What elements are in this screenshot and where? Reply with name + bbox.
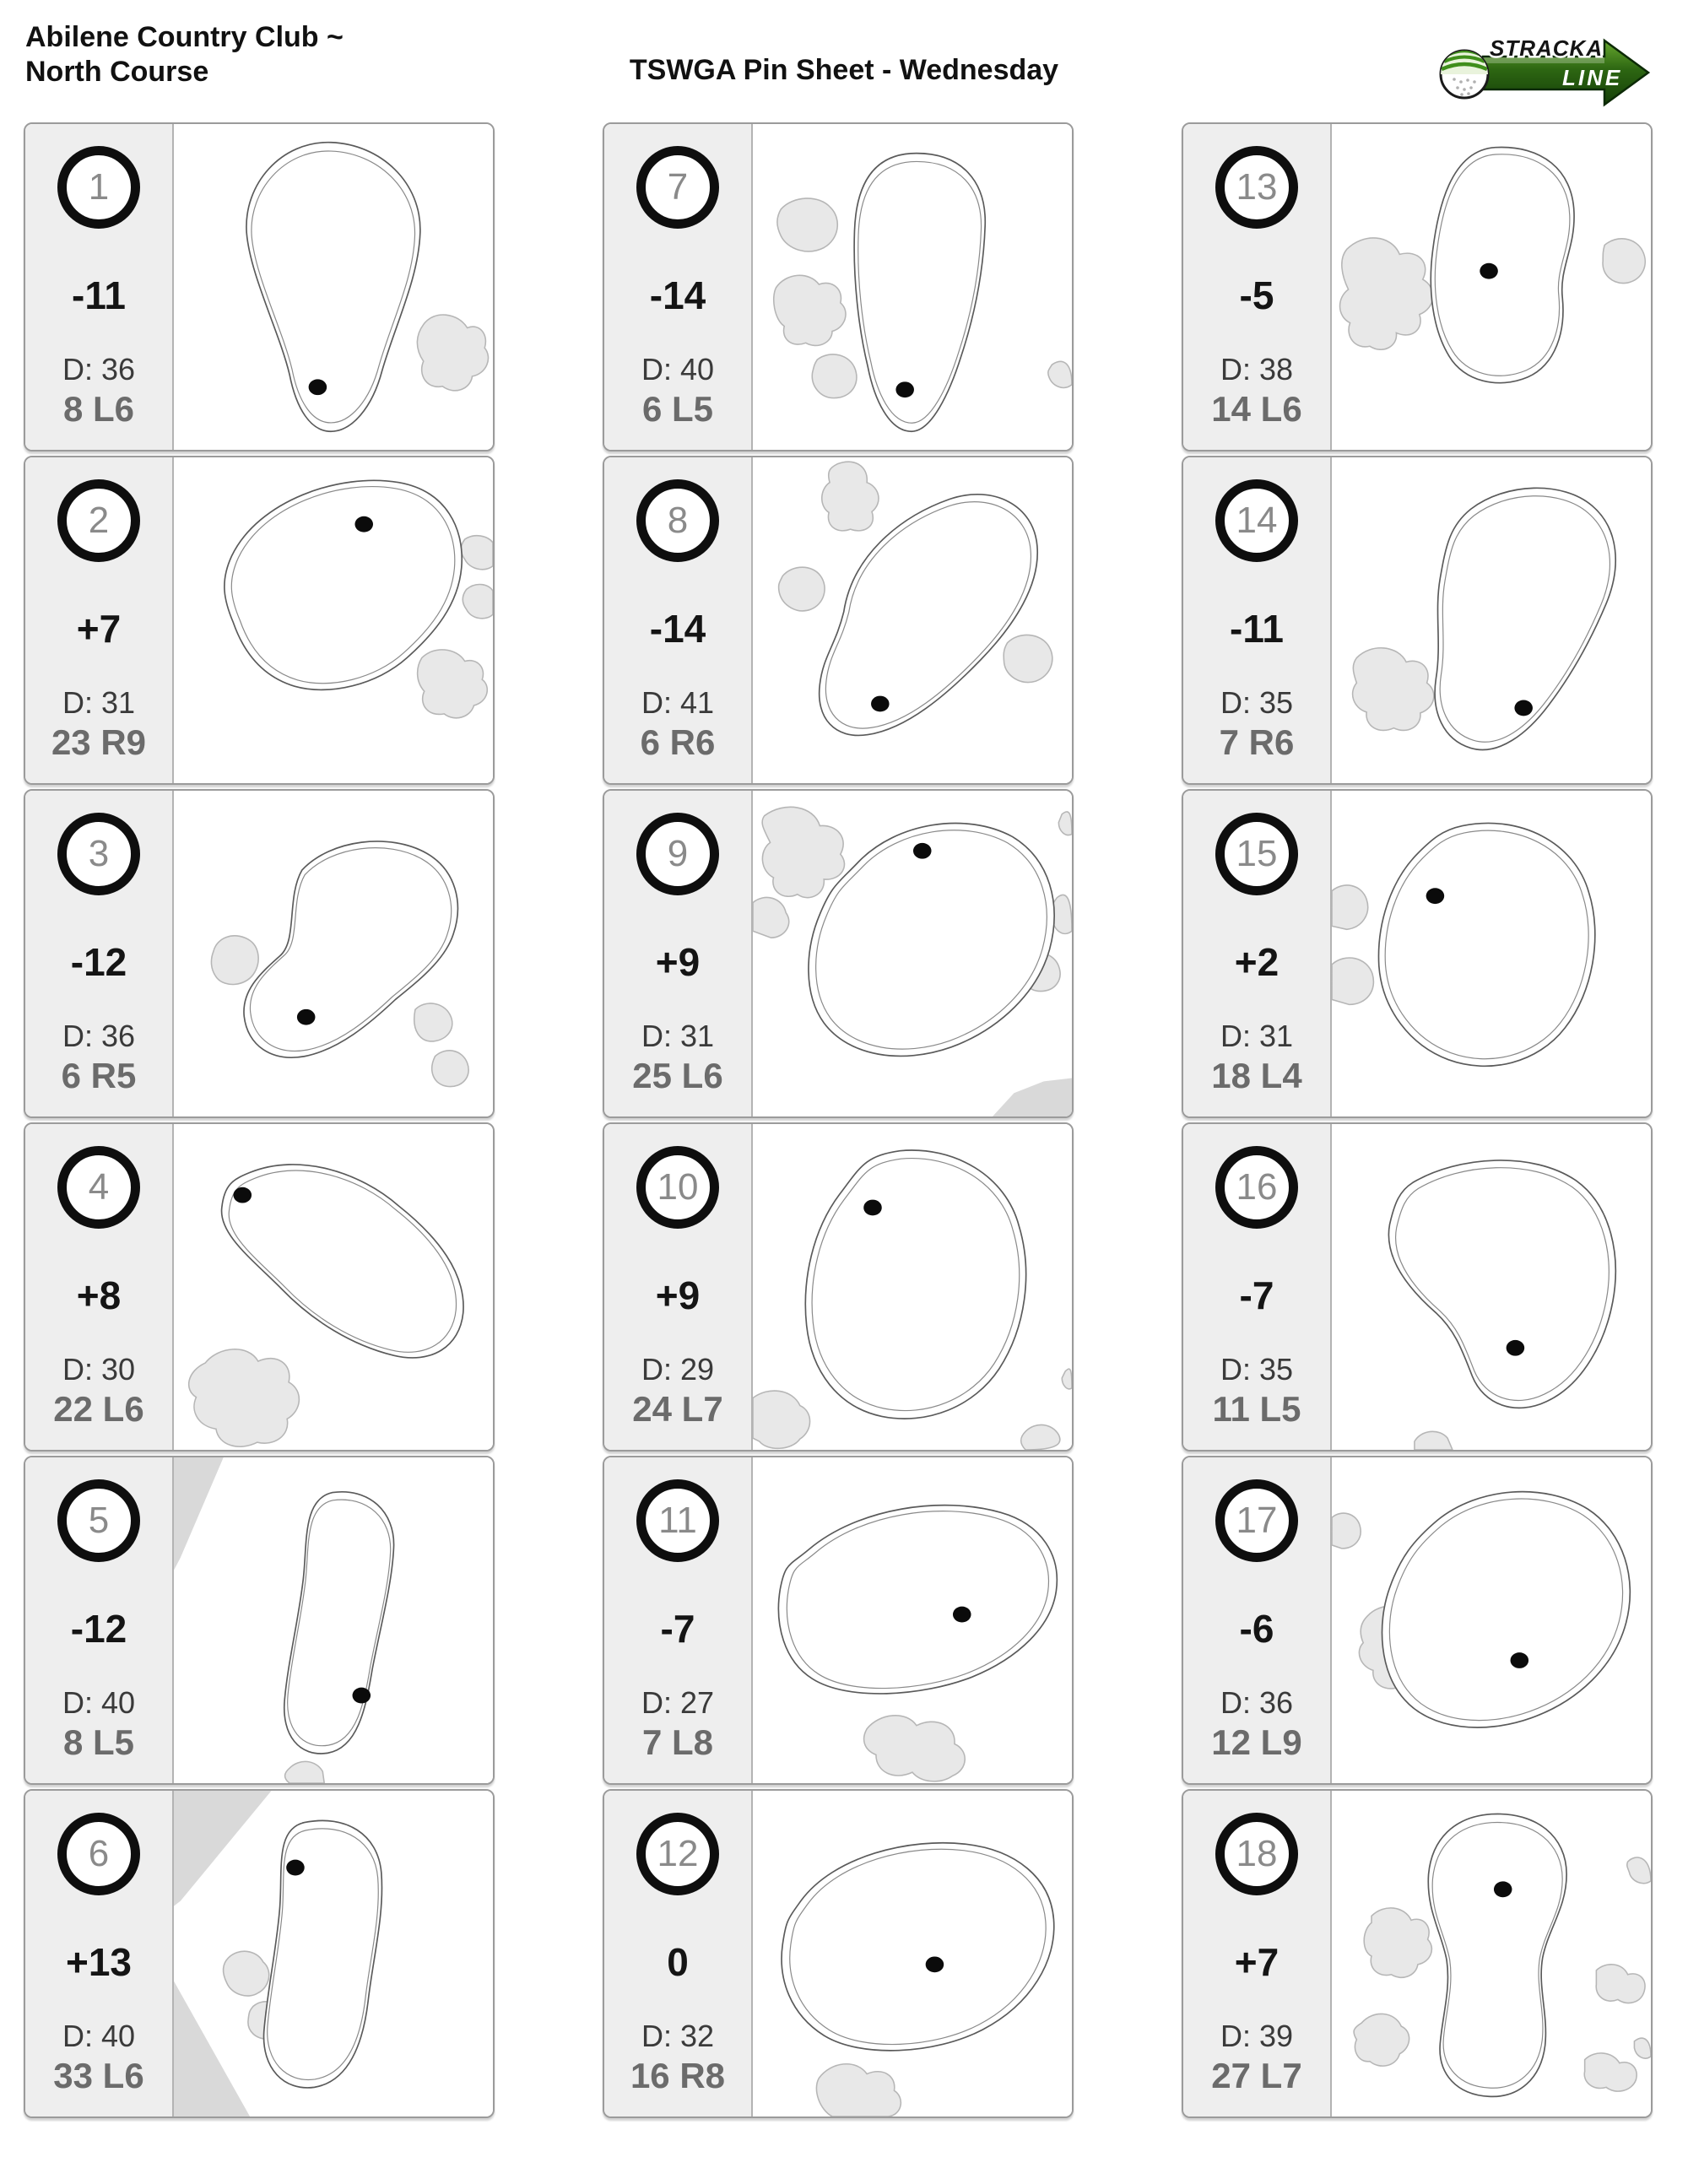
logo-text-stracka: STRACKA [1490, 35, 1604, 61]
green-map-svg [753, 791, 1072, 1116]
green-map [174, 124, 493, 450]
pin-dot [309, 379, 327, 395]
green-map-svg [753, 1791, 1072, 2116]
green-outline [246, 143, 420, 432]
bunker [1340, 238, 1433, 349]
hole-card-10 [603, 1122, 1074, 1451]
green-map-svg [174, 457, 493, 783]
hole-number: 16 [1236, 1166, 1278, 1208]
green-depth: D: 35 [1220, 685, 1294, 720]
green-outline [778, 1506, 1057, 1694]
pin-position: 24 L7 [632, 1389, 723, 1429]
hole-info-panel [1183, 791, 1332, 1116]
hole-number-badge [57, 1479, 140, 1562]
hole-number-badge [1215, 146, 1298, 229]
elevation-value: +7 [76, 607, 122, 651]
bunker [1364, 1908, 1431, 1977]
green-map [753, 457, 1072, 783]
hole-number: 8 [667, 500, 689, 541]
green-map [753, 791, 1072, 1116]
elevation-value: +9 [655, 940, 701, 984]
hole-number: 10 [657, 1166, 699, 1208]
hole-info-panel [25, 457, 174, 783]
green-outline [1388, 1160, 1615, 1408]
green-map [753, 124, 1072, 450]
elevation-value: -7 [1239, 1273, 1274, 1317]
hole-number: 12 [657, 1833, 699, 1874]
bunker [414, 1003, 452, 1041]
green-map-svg [174, 1124, 493, 1450]
green-map [174, 1791, 493, 2116]
pin-position: 12 L9 [1211, 1722, 1302, 1762]
hole-number-badge [57, 1813, 140, 1895]
green-depth: D: 40 [62, 2019, 136, 2053]
bunker [864, 1716, 966, 1781]
sheet-title: TSWGA Pin Sheet - Wednesday [629, 54, 1059, 86]
hole-number: 3 [88, 833, 110, 874]
holes-grid [24, 122, 1653, 2118]
bunker [1596, 1965, 1645, 2003]
bunker [753, 897, 789, 938]
golf-ball-icon [1441, 47, 1488, 98]
hole-info-panel [1183, 124, 1332, 450]
green-map-svg [1332, 124, 1651, 450]
green-map-svg [753, 1457, 1072, 1783]
elevation-value: -11 [72, 273, 126, 317]
hole-card-11 [603, 1456, 1074, 1785]
bunker [1062, 1369, 1072, 1389]
elevation-value: -14 [649, 273, 706, 317]
green-map-svg [1332, 791, 1651, 1116]
hole-card-18 [1182, 1789, 1653, 2118]
bunker [816, 2064, 901, 2116]
bunker [223, 1951, 268, 1996]
bunker [432, 1051, 468, 1087]
green-outline [1382, 1492, 1630, 1727]
hole-info-panel [1183, 1457, 1332, 1783]
bunker [1048, 361, 1072, 387]
hole-card-14 [1182, 456, 1653, 785]
hole-card-7 [603, 122, 1074, 451]
elevation-value: +13 [65, 1940, 133, 1984]
bunker [777, 198, 837, 251]
green-map [753, 1124, 1072, 1450]
elevation-value: +8 [76, 1273, 122, 1317]
hole-number-badge [636, 813, 719, 895]
green-map-svg [1332, 1791, 1651, 2116]
hole-card-2 [24, 456, 495, 785]
pin-position: 6 R6 [640, 722, 716, 762]
bunker [418, 650, 488, 718]
bunker [211, 936, 258, 985]
hole-number: 14 [1236, 500, 1278, 541]
green-outline [809, 823, 1054, 1056]
green-depth: D: 36 [1220, 1685, 1294, 1720]
green-map-svg [753, 1124, 1072, 1450]
hole-number: 1 [88, 166, 110, 208]
hole-number-badge [636, 1146, 719, 1229]
green-depth: D: 41 [641, 685, 715, 720]
hole-card-5 [24, 1456, 495, 1785]
hole-card-16 [1182, 1122, 1653, 1451]
hole-number-badge [636, 479, 719, 562]
pin-dot [953, 1607, 971, 1623]
pin-dot [926, 1956, 944, 1972]
green-outline [264, 1820, 382, 2088]
green-outline [854, 154, 985, 432]
hole-number: 13 [1236, 166, 1278, 208]
pin-dot [1507, 1340, 1525, 1356]
hole-number-badge [1215, 813, 1298, 895]
green-depth: D: 29 [641, 1352, 715, 1387]
hole-number-badge [57, 1146, 140, 1229]
green-outline [1431, 148, 1574, 383]
bunker [762, 807, 844, 897]
green-map-svg [174, 1791, 493, 2116]
green-depth: D: 31 [641, 1019, 715, 1053]
hole-card-1 [24, 122, 495, 451]
pin-dot [234, 1187, 252, 1203]
green-map-svg [174, 791, 493, 1116]
green-depth: D: 31 [1220, 1019, 1294, 1053]
hole-info-panel [604, 457, 753, 783]
green-map [174, 1457, 493, 1783]
pin-position: 25 L6 [632, 1056, 723, 1095]
green-map [1332, 791, 1651, 1116]
bunker [1584, 2053, 1637, 2091]
hole-info-panel [604, 1124, 753, 1450]
green-map [1332, 1124, 1651, 1450]
hole-number-badge [636, 1479, 719, 1562]
green-map [1332, 1791, 1651, 2116]
green-map-svg [753, 457, 1072, 783]
pin-position: 6 L5 [641, 389, 714, 429]
bunker [812, 354, 857, 398]
green-outline [805, 1150, 1025, 1419]
pin-dot [913, 843, 932, 859]
bunker [1021, 1424, 1060, 1450]
hole-info-panel [1183, 1124, 1332, 1450]
hole-info-panel [25, 1457, 174, 1783]
pin-dot [871, 696, 890, 712]
hole-number: 11 [658, 1500, 697, 1541]
hole-number-badge [1215, 1813, 1298, 1895]
elevation-value: 0 [667, 1940, 689, 1984]
hole-number: 7 [667, 166, 689, 208]
elevation-value: -12 [70, 1607, 127, 1651]
rough-shadow [174, 1981, 250, 2116]
hole-card-9 [603, 789, 1074, 1118]
bunker [822, 462, 879, 531]
green-outline [1378, 823, 1594, 1066]
pin-dot [354, 516, 373, 532]
hole-card-6 [24, 1789, 495, 2118]
elevation-value: -5 [1239, 273, 1274, 317]
pin-position: 7 L8 [641, 1722, 714, 1762]
hole-number-badge [636, 146, 719, 229]
pin-dot [1494, 1881, 1512, 1897]
elevation-value: -14 [649, 607, 706, 651]
green-map [174, 791, 493, 1116]
rough-shadow [993, 1078, 1072, 1116]
green-outline [284, 1492, 394, 1754]
green-map-svg [1332, 1124, 1651, 1450]
pin-position: 11 L5 [1212, 1389, 1301, 1429]
bunker [779, 567, 825, 611]
hole-card-17 [1182, 1456, 1653, 1785]
elevation-value: -11 [1230, 607, 1284, 651]
hole-info-panel [25, 1124, 174, 1450]
hole-number-badge [1215, 1146, 1298, 1229]
green-map [1332, 124, 1651, 450]
hole-number-badge [57, 479, 140, 562]
pin-position: 18 L4 [1211, 1056, 1302, 1095]
strackaline-logo [1437, 29, 1653, 117]
green-depth: D: 36 [62, 1019, 136, 1053]
green-depth: D: 30 [62, 1352, 136, 1387]
pin-dot [1511, 1652, 1529, 1668]
elevation-value: +2 [1234, 940, 1280, 984]
hole-number-badge [1215, 1479, 1298, 1562]
pin-dot [353, 1688, 371, 1704]
green-depth: D: 40 [641, 352, 715, 387]
green-map [174, 457, 493, 783]
bunker [1332, 958, 1373, 1004]
bunker [1634, 2038, 1651, 2058]
hole-info-panel [604, 1791, 753, 2116]
hole-info-panel [604, 1457, 753, 1783]
bunker [774, 275, 846, 345]
green-depth: D: 35 [1220, 1352, 1294, 1387]
bunker [1353, 648, 1434, 731]
pin-position: 7 R6 [1219, 722, 1295, 762]
green-map [1332, 457, 1651, 783]
rough-shadow [174, 1457, 224, 1570]
green-depth: D: 40 [62, 1685, 136, 1720]
bunker [463, 585, 493, 619]
hole-number-badge [1215, 479, 1298, 562]
green-map-svg [1332, 457, 1651, 783]
green-map [1332, 1457, 1651, 1783]
pin-dot [863, 1200, 882, 1216]
hole-info-panel [1183, 1791, 1332, 2116]
pin-position: 22 L6 [53, 1389, 144, 1429]
hole-card-3 [24, 789, 495, 1118]
elevation-value: -12 [70, 940, 127, 984]
pin-position: 14 L6 [1211, 389, 1302, 429]
bunker [285, 1761, 325, 1783]
bunker [753, 1391, 810, 1448]
elevation-value: -6 [1239, 1607, 1274, 1651]
bunker [189, 1349, 300, 1446]
pin-dot [286, 1860, 305, 1876]
bunker [1415, 1431, 1453, 1450]
green-outline [782, 1843, 1054, 2051]
green-map [174, 1124, 493, 1450]
green-map-svg [174, 1457, 493, 1783]
bunker [461, 536, 493, 570]
bunker [1603, 239, 1645, 284]
hole-number-badge [636, 1813, 719, 1895]
green-outline [820, 495, 1038, 736]
hole-number: 2 [88, 500, 110, 541]
green-map [753, 1457, 1072, 1783]
hole-number: 5 [88, 1500, 110, 1541]
pin-position: 6 R5 [61, 1056, 137, 1095]
pin-dot [1480, 263, 1498, 279]
elevation-value: +9 [655, 1273, 701, 1317]
hole-info-panel [25, 791, 174, 1116]
hole-info-panel [1183, 457, 1332, 783]
hole-number: 18 [1236, 1833, 1278, 1874]
pin-dot [297, 1009, 316, 1025]
green-map-svg [174, 124, 493, 450]
bunker [1332, 1513, 1361, 1549]
hole-info-panel [25, 1791, 174, 2116]
course-title: Abilene Country Club ~ North Course [25, 21, 344, 89]
bunker [1004, 635, 1052, 682]
pin-position: 8 L5 [62, 1722, 135, 1762]
pin-position: 23 R9 [51, 722, 147, 762]
hole-card-13 [1182, 122, 1653, 451]
green-map-svg [753, 124, 1072, 450]
hole-card-15 [1182, 789, 1653, 1118]
hole-info-panel [604, 791, 753, 1116]
hole-card-8 [603, 456, 1074, 785]
pin-position: 8 L6 [62, 389, 135, 429]
hole-number-badge [57, 813, 140, 895]
pin-dot [1426, 888, 1445, 904]
pin-position: 33 L6 [53, 2056, 144, 2095]
green-depth: D: 36 [62, 352, 136, 387]
green-depth: D: 31 [62, 685, 136, 720]
elevation-value: -7 [660, 1607, 695, 1651]
hole-card-12 [603, 1789, 1074, 2118]
green-depth: D: 38 [1220, 352, 1294, 387]
hole-number: 9 [667, 833, 689, 874]
hole-number: 6 [88, 1833, 110, 1874]
elevation-value: +7 [1234, 1940, 1280, 1984]
green-map [753, 1791, 1072, 2116]
green-depth: D: 32 [641, 2019, 715, 2053]
hole-number: 17 [1236, 1500, 1278, 1541]
pin-position: 27 L7 [1211, 2056, 1302, 2095]
green-map-svg [1332, 1457, 1651, 1783]
hole-number-badge [57, 146, 140, 229]
green-depth: D: 27 [641, 1685, 715, 1720]
bunker [1058, 812, 1072, 835]
bunker [417, 315, 488, 391]
hole-card-4 [24, 1122, 495, 1451]
hole-info-panel [604, 124, 753, 450]
hole-number: 15 [1236, 833, 1278, 874]
bunker [1627, 1857, 1651, 1884]
hole-info-panel [25, 124, 174, 450]
bunker [1332, 885, 1368, 929]
hole-number: 4 [88, 1166, 110, 1208]
green-depth: D: 39 [1220, 2019, 1294, 2053]
pin-dot [1514, 700, 1533, 716]
bunker [1354, 2014, 1409, 2066]
pin-position: 16 R8 [630, 2056, 726, 2095]
rough-shadow [174, 1791, 272, 1906]
pin-dot [895, 381, 914, 397]
logo-text-line: LINE [1562, 65, 1623, 90]
